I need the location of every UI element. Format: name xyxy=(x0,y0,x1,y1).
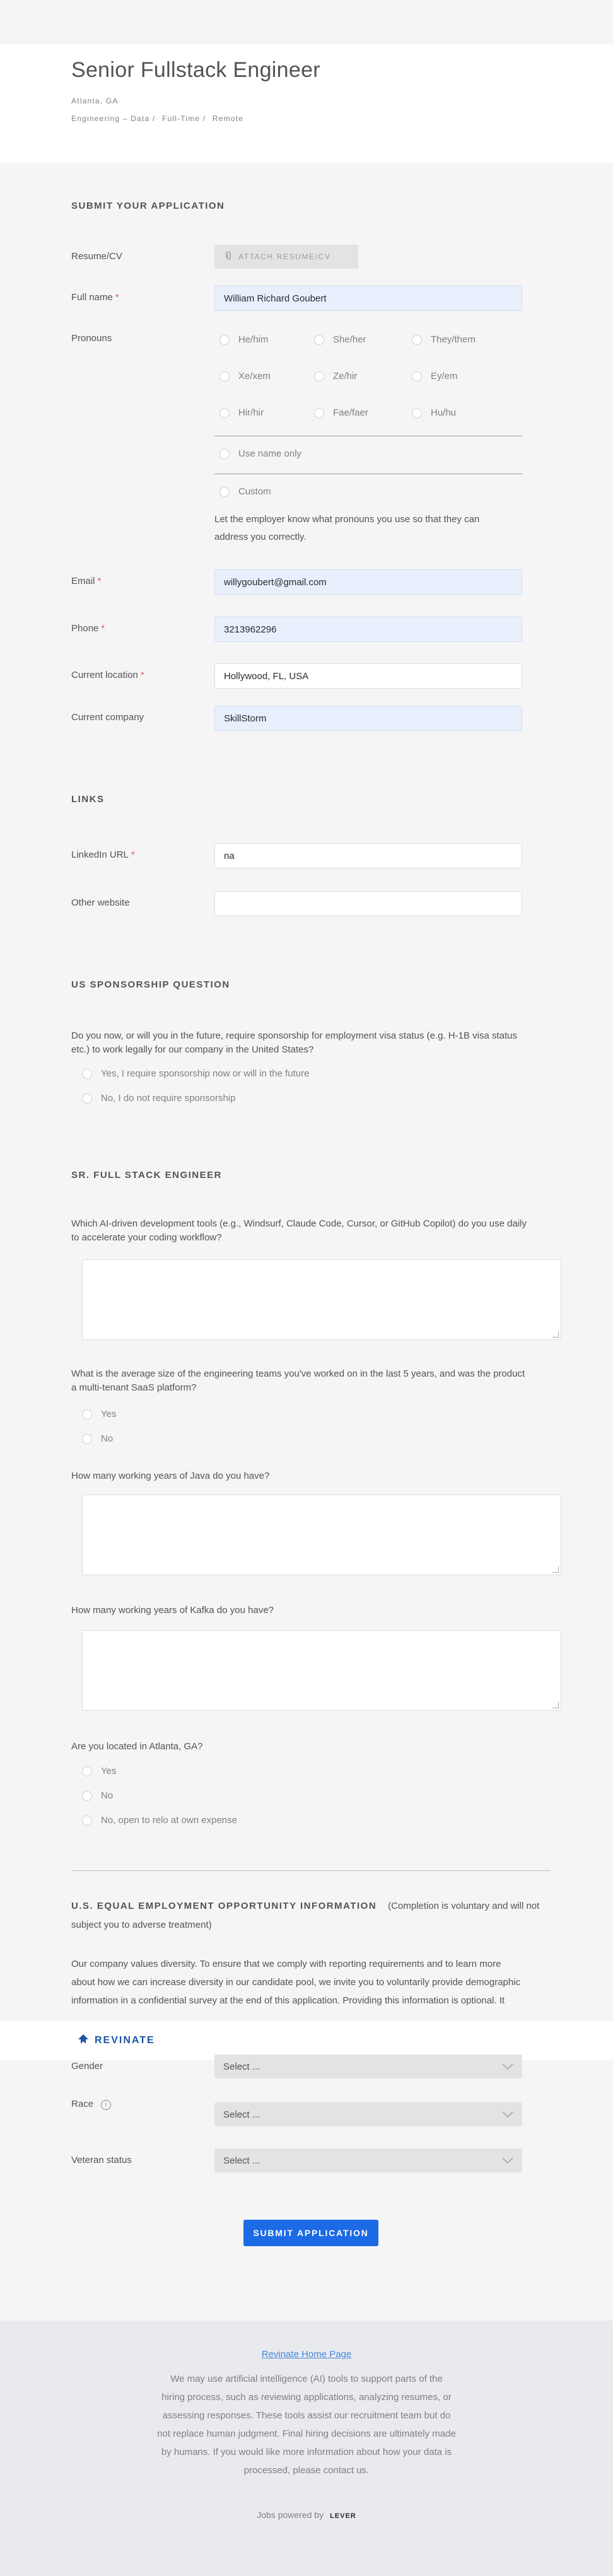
kafka-question: How many working years of Kafka do you have? xyxy=(71,1605,274,1616)
pronoun-help-text: Let the employer know what pronouns you use so that they can address you correctly. xyxy=(214,514,480,542)
pronoun-option-they[interactable]: They/them xyxy=(412,334,476,345)
email-input[interactable]: willygoubert@gmail.com xyxy=(214,569,522,595)
eeo-description: Our company values diversity. To ensure that we comply with reporting requirements and to learn more about how we can increase diversity in our candidate pool, we invite you to voluntarily provide demographic information in a confidential survey at the end of this application. Providing this information is optional. It xyxy=(71,1959,521,2006)
team-size-option-no[interactable]: No xyxy=(82,1433,113,1444)
job-title: Senior Fullstack Engineer xyxy=(71,58,320,82)
radio[interactable] xyxy=(82,1766,92,1776)
radio[interactable] xyxy=(82,1791,92,1801)
resize-handle[interactable] xyxy=(552,1331,559,1338)
race-select[interactable]: Select ... xyxy=(214,2102,522,2126)
veteran-label: Veteran status xyxy=(71,2155,132,2165)
pronouns-label: Pronouns xyxy=(71,333,112,344)
brand-name: REVINATE xyxy=(95,2035,155,2046)
location-label: Current location * xyxy=(71,670,144,680)
kafka-textarea[interactable] xyxy=(82,1630,561,1711)
radio[interactable] xyxy=(82,1815,92,1826)
job-category-workplace: Remote xyxy=(212,114,244,123)
pronoun-option-hir[interactable]: Hir/hir xyxy=(219,407,264,418)
veteran-select[interactable]: Select ... xyxy=(214,2148,522,2172)
other-website-input[interactable] xyxy=(214,891,522,916)
location-input[interactable]: Hollywood, FL, USA xyxy=(214,663,522,689)
required-mark: * xyxy=(115,292,119,303)
checkbox[interactable] xyxy=(412,371,422,382)
java-textarea[interactable] xyxy=(82,1495,561,1575)
other-website-label: Other website xyxy=(71,897,130,908)
email-label: Email * xyxy=(71,576,102,586)
radio[interactable] xyxy=(82,1069,92,1079)
checkbox[interactable] xyxy=(412,335,422,345)
team-size-option-yes[interactable]: Yes xyxy=(82,1409,116,1419)
checkbox[interactable] xyxy=(314,335,324,345)
java-question: How many working years of Java do you have? xyxy=(71,1471,270,1481)
radio[interactable] xyxy=(82,1434,92,1444)
atlanta-option-relo[interactable]: No, open to relo at own expense xyxy=(82,1815,237,1826)
radio[interactable] xyxy=(82,1409,92,1419)
sr-fullstack-section-title: SR. FULL STACK ENGINEER xyxy=(71,1170,222,1180)
pronoun-option-hu[interactable]: Hu/hu xyxy=(412,407,456,418)
pronoun-option-ze[interactable]: Ze/hir xyxy=(314,371,357,382)
atlanta-question: Are you located in Atlanta, GA? xyxy=(71,1741,203,1752)
attach-resume-button[interactable] xyxy=(214,245,358,269)
links-section-title: LINKS xyxy=(71,794,105,805)
ai-tools-textarea[interactable] xyxy=(82,1259,561,1340)
resume-label: Resume/CV xyxy=(71,251,122,262)
linkedin-input[interactable]: na xyxy=(214,843,522,868)
checkbox[interactable] xyxy=(219,371,230,382)
footer xyxy=(0,2321,613,2576)
pronoun-option-custom[interactable]: Custom xyxy=(219,486,271,497)
eeo-section-title: U.S. EQUAL EMPLOYMENT OPPORTUNITY INFORMATION xyxy=(71,1901,377,1911)
pronoun-option-she[interactable]: She/her xyxy=(314,334,366,345)
linkedin-label: LinkedIn URL * xyxy=(71,849,135,860)
race-label: Race i xyxy=(71,2099,111,2110)
pronoun-option-he[interactable]: He/him xyxy=(219,334,269,345)
chevron-down-icon xyxy=(502,2061,513,2072)
company-home-link[interactable]: Revinate Home Page xyxy=(261,2349,352,2360)
fullname-label: Full name * xyxy=(71,292,119,303)
checkbox[interactable] xyxy=(219,408,230,418)
job-header xyxy=(0,44,613,163)
info-icon[interactable]: i xyxy=(101,2100,111,2110)
fullname-input[interactable]: William Richard Goubert xyxy=(214,286,522,311)
checkbox[interactable] xyxy=(314,371,324,382)
gender-select[interactable]: Select ... xyxy=(214,2054,522,2078)
pronoun-option-ey[interactable]: Ey/em xyxy=(412,371,458,382)
job-category-team: Engineering – Data / xyxy=(71,114,156,123)
submit-application-button[interactable]: SUBMIT APPLICATION xyxy=(243,2220,378,2246)
divider xyxy=(71,1870,551,1871)
gender-label: Gender xyxy=(71,2061,103,2072)
application-section-title: SUBMIT YOUR APPLICATION xyxy=(71,201,225,211)
powered-by: Jobs powered by LEVER xyxy=(257,2510,356,2520)
checkbox[interactable] xyxy=(219,487,230,497)
company-input[interactable]: SkillStorm xyxy=(214,706,522,731)
sponsorship-section-title: US SPONSORSHIP QUESTION xyxy=(71,979,230,990)
phone-label: Phone * xyxy=(71,623,105,634)
chevron-down-icon xyxy=(502,2109,513,2120)
paperclip-icon xyxy=(226,252,232,262)
checkbox[interactable] xyxy=(219,449,230,459)
resize-handle[interactable] xyxy=(552,1566,559,1573)
ai-tools-question: Which AI-driven development tools (e.g., Windsurf, Claude Code, Cursor, or GitHub Copilot) do you use daily to accelerate your coding workflow? xyxy=(71,1218,527,1243)
phone-input[interactable]: 3213962296 xyxy=(214,617,522,642)
eeo-note: (Completion is voluntary and will not xyxy=(388,1901,540,1911)
chevron-down-icon xyxy=(502,2155,513,2166)
revinate-logo-icon xyxy=(77,2033,90,2048)
radio[interactable] xyxy=(82,1093,92,1104)
checkbox[interactable] xyxy=(314,408,324,418)
sponsorship-option-yes[interactable]: Yes, I require sponsorship now or will in the future xyxy=(82,1068,309,1079)
checkbox[interactable] xyxy=(412,408,422,418)
atlanta-option-no[interactable]: No xyxy=(82,1790,113,1801)
job-categories xyxy=(71,114,542,123)
job-category-commitment: Full-Time / xyxy=(161,114,206,123)
eeo-heading: U.S. EQUAL EMPLOYMENT OPPORTUNITY INFORMATION (Completion is voluntary and will not subject you to adverse treatment) xyxy=(71,1901,540,1930)
job-location: Atlanta, GA xyxy=(71,96,119,105)
top-strip xyxy=(0,0,613,44)
pronoun-option-name-only[interactable]: Use name only xyxy=(219,448,301,459)
resize-handle[interactable] xyxy=(552,1702,559,1708)
sponsorship-option-no[interactable]: No, I do not require sponsorship xyxy=(82,1093,235,1104)
pronoun-option-xe[interactable]: Xe/xem xyxy=(219,371,271,382)
ai-disclosure-text: We may use artificial intelligence (AI) tools to support parts of the hiring process, such as reviewing applications, analyzing resumes, or assessing responses. These tools assist our recruitment team but do not replace human judgment. Final hiring decisions are ultimately made by humans. If you would like more information about how your data is processed, please contact us. xyxy=(157,2374,456,2476)
attach-resume-label: ATTACH RESUME/CV xyxy=(238,252,331,261)
sponsorship-question: Do you now, or will you in the future, require sponsorship for employment visa status (e.g. H-1B visa status etc.) to work legally for our company in the United States? xyxy=(71,1030,517,1055)
pronoun-option-fae[interactable]: Fae/faer xyxy=(314,407,368,418)
team-size-question: What is the average size of the engineering teams you've worked on in the last 5 years, and was the product a multi-tenant SaaS platform? xyxy=(71,1368,525,1393)
lever-logo[interactable]: LEVER xyxy=(330,2512,356,2520)
checkbox[interactable] xyxy=(219,335,230,345)
atlanta-option-yes[interactable]: Yes xyxy=(82,1766,116,1776)
company-label: Current company xyxy=(71,712,144,723)
